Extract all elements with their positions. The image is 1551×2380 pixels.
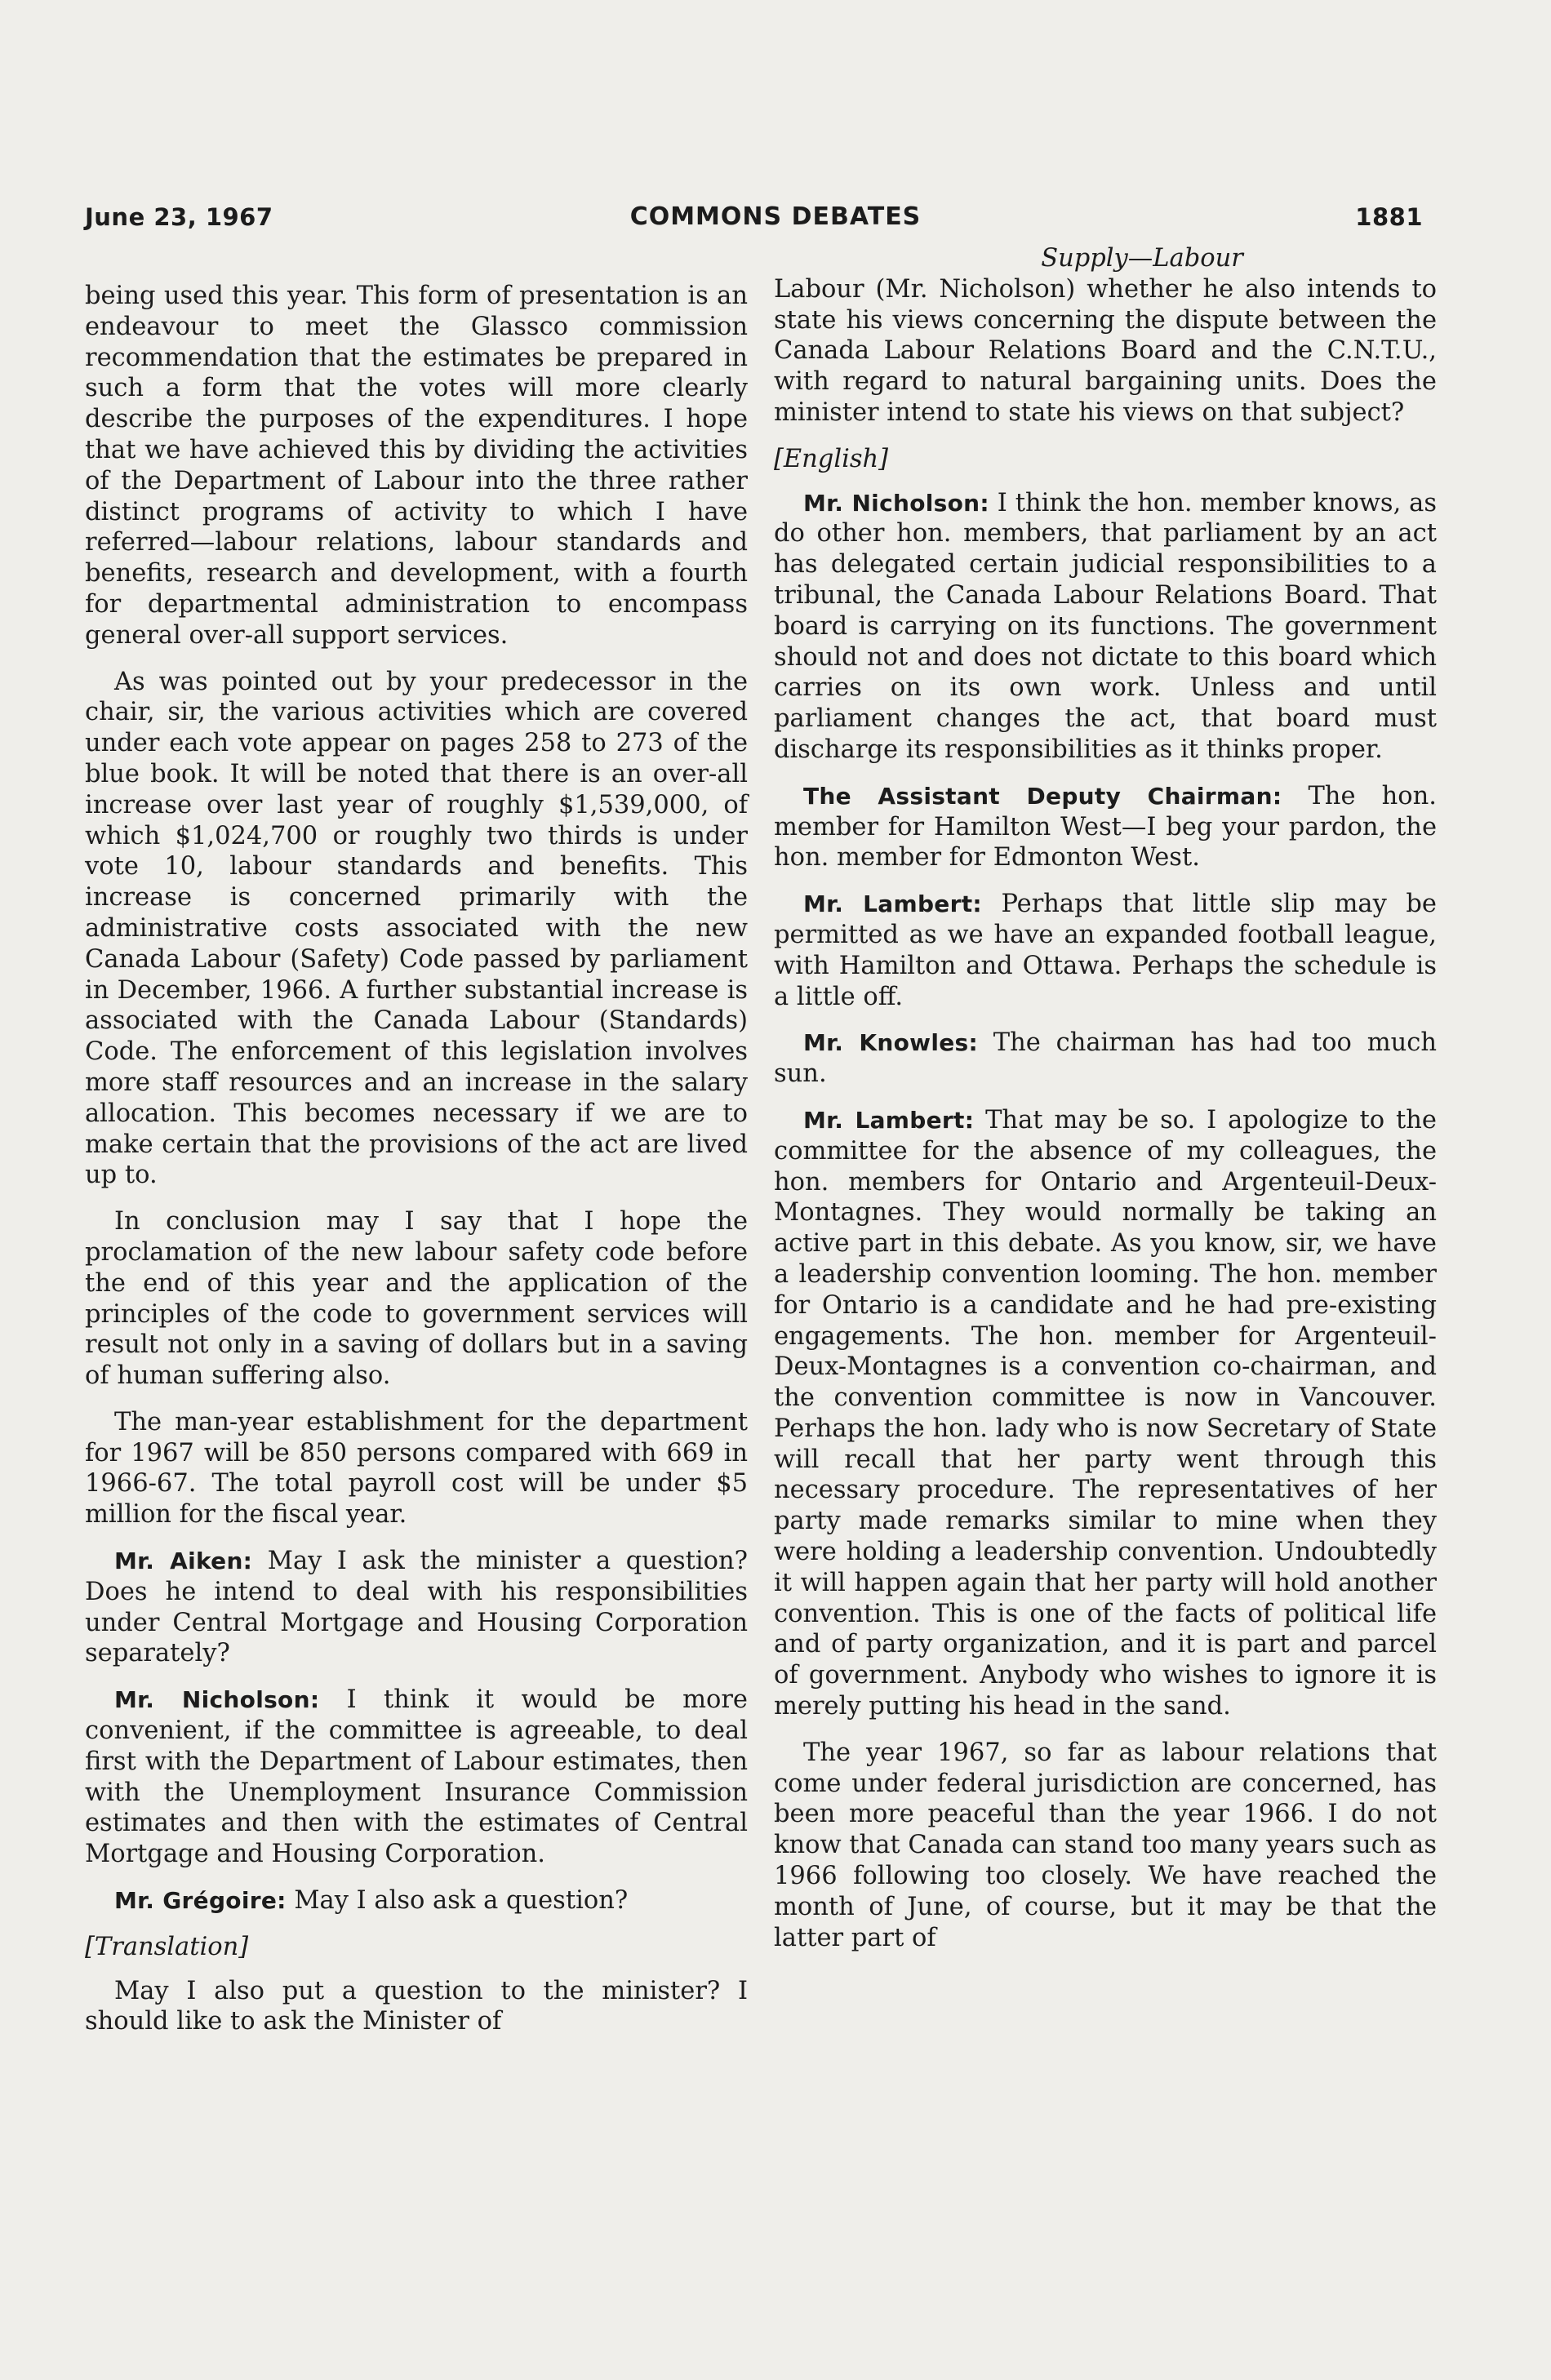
paragraph-text: As was pointed out by your predecessor in the chair, sir, the various activities which are covered under each vote appear on pages 258 to 273 of the blue book. It will be noted that there is an over-all increase over last year of roughly $1,539,000, of which $1,024,700 or roughly two thirds is under vote 10, labour standards and benefits. This increase is concerned primarily with the administrative costs associated with the new Canada Labour (Safety) Code passed by parliament in December, 1966. A further substantial increase is associated with the Canada Labour (Standards) Code. The enforcement of this legislation involves more staff resources and an increase in the salary allocation. This becomes necessary if we are to make certain that the provisions of the act are lived up to. (85, 667, 748, 1190)
speech-paragraph (774, 1105, 1437, 1722)
running-head: Supply—Labour (1041, 244, 1243, 273)
paragraph (85, 667, 748, 1192)
header-date: June 23, 1967 (85, 203, 273, 231)
paragraph (85, 1206, 748, 1392)
paragraph-text: I think it would be more convenient, if the committee is agreeable, to deal first with the Department of Labour estimates, then with the Unemployment Insurance Commission estimates and then with the estimates of Central Mortgage and Housing Corporation. (85, 1685, 748, 1869)
paragraph-text: [Translation] (85, 1932, 249, 1961)
page-header (0, 201, 1551, 233)
right-column-body (774, 274, 1437, 1954)
language-tag (85, 1932, 748, 1963)
paragraph-text: Perhaps that little slip may be permitted as we have an expanded football league, with Hamilton and Ottawa. Perhaps the schedule is a little off. (774, 890, 1437, 1011)
header-publication-title: COMMONS DEBATES (629, 202, 922, 231)
speech-paragraph (774, 781, 1437, 873)
speaker-name: Mr. Nicholson: (803, 489, 989, 517)
speaker-name: Mr. Nicholson: (114, 1686, 320, 1714)
paragraph-text: The man-year establishment for the department for 1967 will be 850 persons compared with 669 in 1966-67. The total payroll cost will be under $5 million for the fiscal year. (85, 1407, 748, 1530)
language-tag (774, 444, 1437, 475)
paragraph-text: Labour (Mr. Nicholson) whether he also intends to state his views concerning the dispute between the Canada Labour Relations Board and the C.N.T.U., with regard to natural bargaining units. Does the minister intend to state his views on that subject? (774, 274, 1437, 427)
speaker-name: Mr. Lambert: (803, 1106, 975, 1134)
continued-paragraph (774, 274, 1437, 428)
paragraph-text: That may be so. I apologize to the committee for the absence of my colleagues, the hon. members for Ontario and Argenteuil-Deux-Montagnes. They would normally be taking an active part in this debate. As you know, sir, we have a leadership convention looming. The hon. member for Ontario is a candidate and he had pre-existing engagements. The hon. member for Argenteuil-Deux-Montagnes is a convention co-chairman, and the convention committee is now in Vancouver. Perhaps the hon. lady who is now Secretary of State will recall that her party went through this necessary procedure. The representatives of her party made remarks similar to mine when they were holding a leadership convention. Undoubtedly it will happen again that her party will hold another convention. This is one of the facts of political life and of party organization, and it is part and parcel of government. Anybody who wishes to ignore it is merely putting his head in the sand. (774, 1105, 1437, 1721)
speech-paragraph (774, 1028, 1437, 1090)
paragraph-text: [English] (774, 444, 889, 473)
speech-paragraph (85, 1885, 748, 1916)
paragraph-text: May I also put a question to the minister? I should like to ask the Minister of (85, 1976, 748, 2036)
speaker-name: Mr. Knowles: (803, 1029, 978, 1057)
speaker-name: Mr. Grégoire: (114, 1887, 287, 1915)
speaker-name: The Assistant Deputy Chairman: (803, 782, 1282, 810)
continued-paragraph (85, 281, 748, 651)
header-page-number: 1881 (1355, 203, 1423, 231)
paragraph-text: The hon. member for Hamilton West—I beg your pardon, the hon. member for Edmonton West. (774, 781, 1437, 873)
paragraph-text: I think the hon. member knows, as do other hon. members, that parliament by an act has delegated certain judicial responsibilities to a tribunal, the Canada Labour Relations Board. That board is carrying on its functions. The government should not and does not dictate to this board which carries on its own work. Unless and until parliament changes the act, that board must discharge its responsibilities as it thinks proper. (774, 488, 1437, 764)
paragraph-text: The year 1967, so far as labour relations that come under federal jurisdiction are concerned, has been more peaceful than the year 1966. I do not know that Canada can stand too many years such as 1966 following too closely. We have reached the month of June, of course, but it may be that the latter part of (774, 1738, 1437, 1952)
right-column (774, 243, 1437, 1969)
paragraph-text: May I ask the minister a question? Does he intend to deal with his responsibilities under Central Mortgage and Housing Corporation separately? (85, 1547, 748, 1668)
left-column (85, 281, 748, 2053)
paragraph-text: May I also ask a question? (294, 1886, 629, 1916)
speaker-name: Mr. Aiken: (114, 1547, 253, 1575)
speaker-name: Mr. Lambert: (803, 890, 982, 918)
paragraph (774, 1738, 1437, 1954)
speech-paragraph (85, 1685, 748, 1870)
paragraph (85, 1407, 748, 1530)
paragraph-text: being used this year. This form of presentation is an endeavour to meet the Glassco commission recommendation that the estimates be prepared in such a form that the votes will more clearly describe the purposes of the expenditures. I hope that we have achieved this by dividing the activities of the Department of Labour into the three rather distinct programs of activity to which I have referred—labour relations, labour standards and benefits, research and development, with a fourth for departmental administration to encompass general over-all support services. (85, 282, 748, 650)
paragraph (85, 1976, 748, 2038)
speech-paragraph (85, 1546, 748, 1669)
paragraph-text: The chairman has had too much sun. (774, 1028, 1437, 1089)
speech-paragraph (774, 488, 1437, 766)
speech-paragraph (774, 889, 1437, 1012)
paragraph-text: In conclusion may I say that I hope the proclamation of the new labour safety code before the end of this year and the application of the principles of the code to government services will result not only in a saving of dollars but in a saving of human suffering also. (85, 1207, 748, 1391)
